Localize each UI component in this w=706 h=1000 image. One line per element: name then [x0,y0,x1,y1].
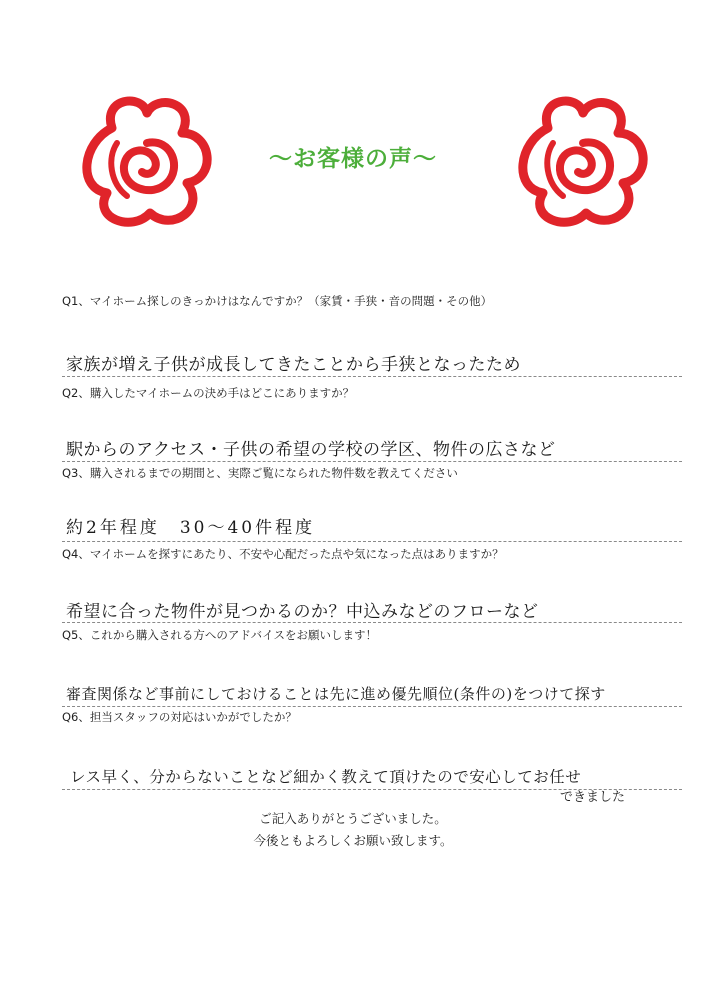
answer-5: 審査関係など事前にしておけることは先に進め優先順位(条件の)をつけて探す [66,685,606,703]
question-1: Q1、マイホーム探しのきっかけはなんですか？（家賃・手狭・音の問題・その他） [62,294,493,308]
answer-2: 駅からのアクセス・子供の希望の学校の学区、物件の広さなど [66,440,556,460]
question-5: Q5、これから購入される方へのアドバイスをお願いします！ [62,628,378,642]
closing-line-1: ご記入ありがとうございました。 [259,811,447,826]
question-3: Q3、購入されるまでの期間と、実際ご覧になられた物件数を教えてください [62,466,458,480]
answer-4-rule [62,622,682,623]
answer-6-continuation: できました [560,790,626,805]
answer-4: 希望に合った物件が見つかるのか？中込みなどのフローなど [66,602,539,622]
answer-1: 家族が増え子供が成長してきたことから手狭となったため [66,355,521,375]
answer-1-rule [62,376,682,377]
question-4: Q4、マイホームを探すにあたり、不安や心配だった点や気になった点はありますか？ [62,547,504,561]
answer-3: 約2年程度 30～40件程度 [66,518,316,538]
question-2: Q2、購入したマイホームの決め手はどこにありますか？ [62,386,355,400]
answer-3-rule [62,541,682,542]
closing-line-2: 今後ともよろしくお願い致します。 [253,833,453,848]
answer-5-rule [62,706,682,707]
answer-6: レス早く、分からないことなど細かく教えて頂けたので安心してお任せ [70,768,582,786]
page-title: ～お客様の声～ [269,146,437,172]
answer-2-rule [62,461,682,462]
rose-ornament-right [508,88,658,238]
question-6: Q6、担当スタッフの対応はいかがでしたか？ [62,710,297,724]
